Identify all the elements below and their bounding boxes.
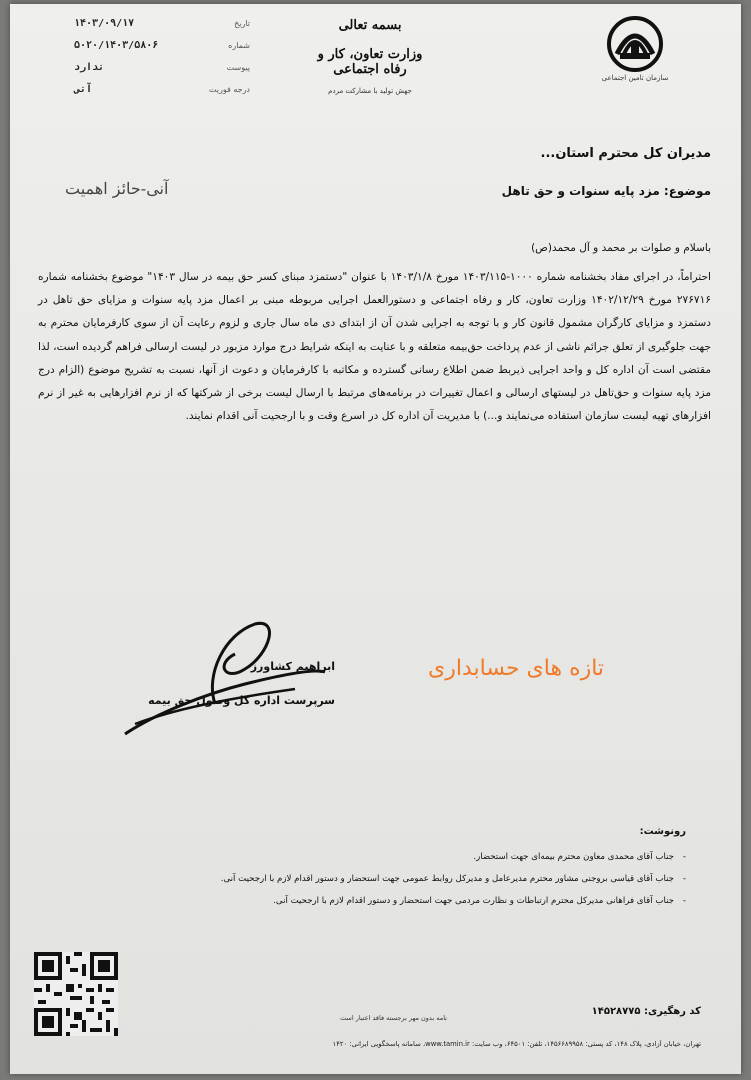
ministry-name: وزارت تعاون، کار و رفاه اجتماعی [317,47,423,77]
cc-item: - جناب آقای محمدی معاون محترم بیمه‌ای جهت استحضار. [46,846,686,868]
letterhead [310,18,430,95]
signatory-name: ابراهیم کشاورز [250,660,335,673]
tamin-logo-icon [607,16,663,72]
attachment-row [70,56,250,78]
qr-code-icon [34,952,118,1036]
cc-item: - جناب آقای قیاسی بروجنی مشاور محترم مدیرعامل و مدیرکل روابط عمومی جهت استحضار و دستور اقدام لازم با ارجحیت آنی. [46,868,686,890]
logo-caption: سازمان تامین اجتماعی [601,74,669,82]
organization-address: تهران، خیابان آزادی، پلاک ۱۴۸، کد پستی: ۱۴۵۶۶۸۹۹۵۸، تلفن: ۶۴۵۰۱، وب سایت: www.tamin.ir، سامانه پاسخگویی ایرانی: ۱۴۲۰ [332,1040,701,1048]
basmala: بسمه تعالی [338,18,402,33]
subject-line: موضوع: مزد پایه سنوات و حق تاهل [501,184,711,198]
urgent-note: آنی-حائز اهمیت [65,179,169,198]
handwritten-signature-icon [95,614,335,754]
number-label: شماره [228,40,250,50]
year-slogan: جهش تولید با مشارکت مردم [328,87,412,95]
cc-item: - جناب آقای فراهانی مدیرکل محترم ارتباطات و نظارت مردمی جهت استحضار و دستور اقدام لازم با ارجحیت آنی. [46,890,686,912]
signatory-title: سرپرست اداره کل وصول حق بیمه [148,694,335,707]
date-value: ۱۴۰۳/۰۹/۱۷ [74,17,135,29]
signature-block [95,614,335,754]
attachment-value: ندارد [74,61,105,73]
tracking-code: کد رهگیری: ۱۴۵۲۸۷۷۵ [591,1006,701,1017]
validity-note: نامه بدون مهر برجسته فاقد اعتبار است [340,1014,447,1022]
letter-meta [70,12,250,100]
date-row [70,12,250,34]
number-row [70,34,250,56]
addressee: مدیران کل محترم استان... [540,146,711,161]
date-label: تاریخ [234,18,250,28]
letter-page [10,4,741,1074]
priority-row [70,78,250,100]
organization-logo [600,16,670,96]
attachment-label: پیوست [226,62,250,72]
cc-title: رونوشت: [639,826,686,837]
priority-value: آنی [74,83,93,95]
letter-body: احتراماً، در اجرای مفاد بخشنامه شماره ۱۰۰۰-۱۴۰۳/۱۱۵ مورخ ۱۴۰۳/۱/۸ با عنوان "دستمزد مبنای کسر حق بیمه در سال ۱۴۰۳" موضوع بخشنامه شماره ۲۷۶۷۱۶ مورخ ۱۴۰۲/۱۲/۲۹ وزارت تعاون، کار و رفاه اجتماعی و دستورالعمل اجرایی مربوطه مبنی بر اعمال مزد پایه سنوات و مزایای حق تاهل در دستمزد و مزایای کارگران مشمول قانون کار و با توجه به اجرایی شدن آن از ابتدای دی ماه سال جاری و لزوم رعایت آن از سوی کارفرمایان محترم به جهت جلوگیری از تعلق جرائم ناشی از عدم پرداخت حق‌بیمه متعلقه و با عنایت به اینکه شرایط درج موارد مزبور در لیست ارسالی فراهم گردیده است، لذا مقتضی است آن اداره کل و واحد اجرایی ذیربط ضمن اطلاع رسانی گسترده و مکاتبه با کارفرمایان و دعوت از آنها، نسبت به تشریح موضوع (الزام درج مزد پایه سنوات و حق‌تاهل در لیستهای ارسالی و اعمال تغییرات در برنامه‌های مرتبط با ارسال لیست برخی از شرکتها که از نرم افزارهایی به غیر از نرم افزارهای تهیه لیست سازمان استفاده می‌نمایند و...) با مدیریت آن اداره کل در اسرع وقت و با ارجحیت آنی اقدام نمایند. [38,271,711,423]
priority-label: درجه فوریت [208,84,250,94]
cc-list [46,846,686,912]
number-value: ۵۰۲۰/۱۴۰۳/۵۸۰۶ [74,39,159,51]
salutation: باسلام و صلوات بر محمد و آل محمد(ص) [531,242,711,254]
watermark-text: تازه های حسابداری [428,656,605,681]
